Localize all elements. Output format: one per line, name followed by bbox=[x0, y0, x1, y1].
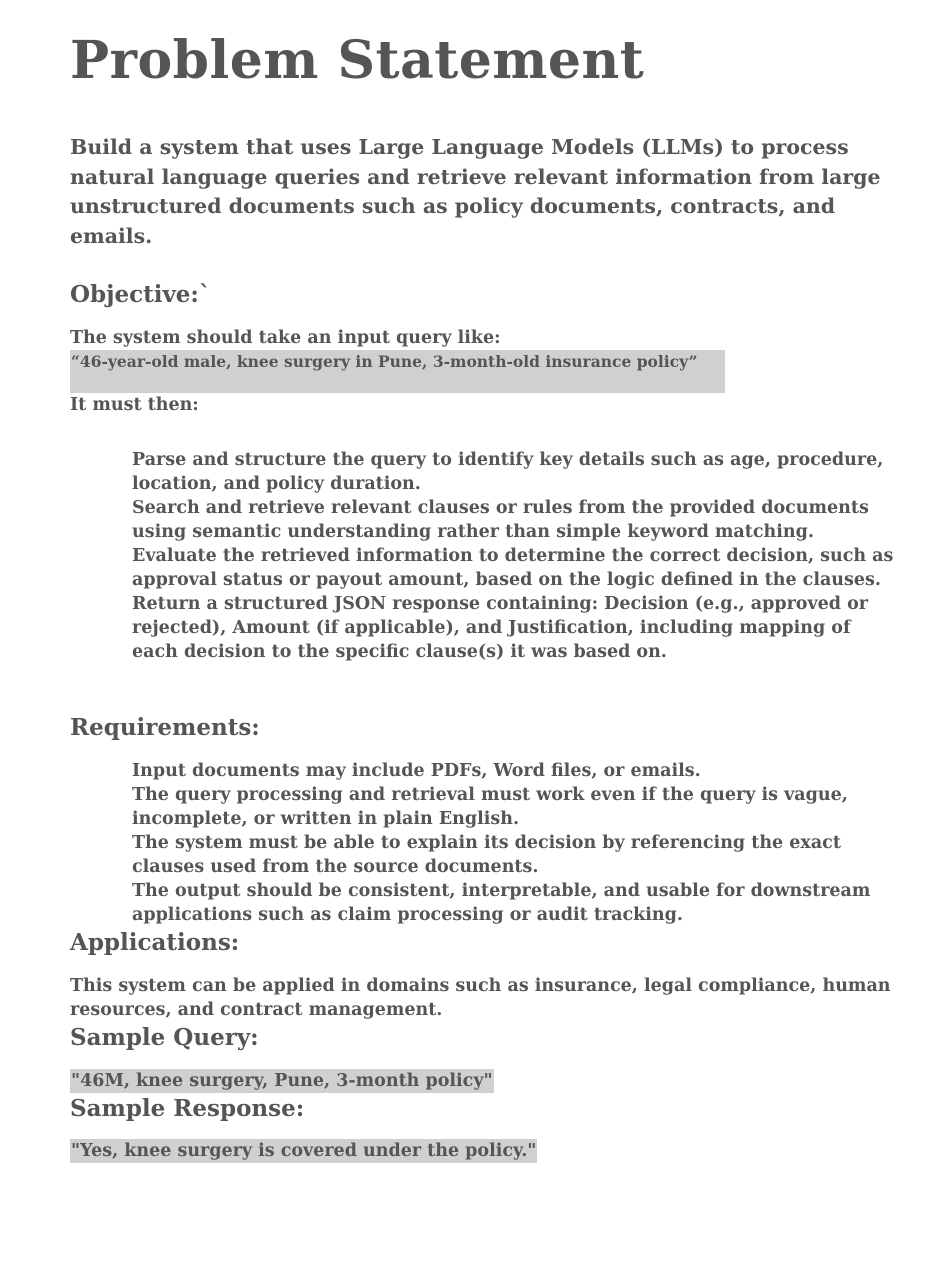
must-then-line: It must then: bbox=[70, 395, 199, 415]
intro-paragraph: Build a system that uses Large Language Models (LLMs) to process natural language queries and retrieve relevant information from large unstructured documents such as policy documents, contracts, and emails. bbox=[70, 135, 881, 248]
page-title: Problem Statement bbox=[70, 30, 645, 91]
applications-heading: Applications: bbox=[70, 929, 240, 956]
list-item: Search and retrieve relevant clauses or rules from the provided documents using semantic understanding rather than simple keyword matching. bbox=[132, 498, 869, 542]
requirements-heading: Requirements: bbox=[70, 714, 260, 741]
example-query-text: “46-year-old male, knee surgery in Pune, 3-month-old insurance policy” bbox=[71, 352, 698, 371]
objective-heading: Objective:` bbox=[70, 281, 211, 308]
list-item: The output should be consistent, interpretable, and usable for downstream applications such as claim processing or audit tracking. bbox=[132, 881, 871, 925]
sample-query-heading: Sample Query: bbox=[70, 1024, 259, 1051]
sample-query-code: "46M, knee surgery, Pune, 3-month policy" bbox=[71, 1071, 493, 1091]
list-item: Return a structured JSON response containing: Decision (e.g., approved or rejected), Amount (if applicable), and Justification, including mapping of each decision to the specific clause(s) it was based on. bbox=[132, 594, 868, 662]
sample-response-heading: Sample Response: bbox=[70, 1095, 305, 1122]
requirements-list bbox=[132, 759, 902, 927]
example-query-block bbox=[70, 350, 725, 393]
list-item: The system must be able to explain its decision by referencing the exact clauses used from the source documents. bbox=[132, 833, 841, 877]
list-item: Parse and structure the query to identify key details such as age, procedure, location, and policy duration. bbox=[132, 450, 884, 494]
applications-text: This system can be applied in domains such as insurance, legal compliance, human resources, and contract management. bbox=[70, 976, 891, 1020]
sample-response-code: "Yes, knee surgery is covered under the policy." bbox=[71, 1141, 537, 1161]
objective-steps-list bbox=[132, 448, 902, 664]
objective-input-line: The system should take an input query like: bbox=[70, 328, 501, 348]
list-item: The query processing and retrieval must work even if the query is vague, incomplete, or written in plain English. bbox=[132, 785, 848, 829]
list-item: Input documents may include PDFs, Word files, or emails. bbox=[132, 761, 701, 781]
list-item: Evaluate the retrieved information to determine the correct decision, such as approval status or payout amount, based on the logic defined in the clauses. bbox=[132, 546, 894, 590]
